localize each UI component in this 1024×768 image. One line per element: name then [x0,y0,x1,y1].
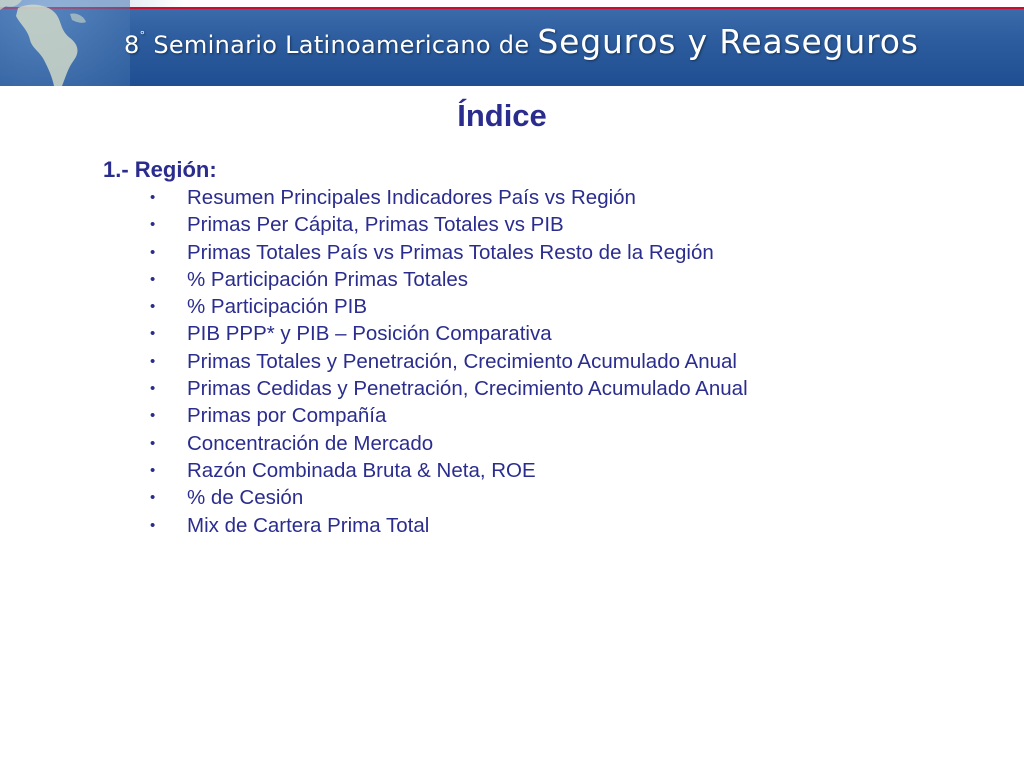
bullet-icon: • [150,434,156,452]
bullet-icon: • [150,243,156,261]
list-item-label: Resumen Principales Indicadores País vs Región [187,186,636,209]
list-item-label: Primas por Compañía [187,404,387,428]
header-banner [0,0,1024,86]
banner-title [124,16,1004,65]
list-item-label: % Participación PIB [187,295,368,319]
list-item-label: % de Cesión [187,486,304,510]
banner-accent-line [0,7,1024,9]
list-item-label: Razón Combinada Bruta & Neta, ROE [187,458,536,482]
bullet-icon: • [150,298,156,316]
page-title: Índice [457,98,547,133]
list-item-label: Primas Totales y Penetración, Crecimiento Acumulado Anual [187,349,737,373]
list-item-label: Mix de Cartera Prima Total [187,513,430,537]
globe-americas-icon [0,0,130,86]
list-item-label: Primas Per Cápita, Primas Totales vs PIB [187,213,564,237]
bullet-icon: • [150,461,156,479]
bullet-icon: • [150,325,156,343]
banner-top-stripe [0,0,1024,7]
section-heading: 1.- Región: [103,157,217,182]
list-item-label: % Participación Primas Totales [187,267,469,291]
banner-title-part2: Seguros y Reaseguros [537,22,919,61]
bullet-icon: • [150,489,156,507]
bullet-icon: • [150,516,156,534]
bullet-icon: • [150,189,156,206]
banner-ordinal-mark: ° [139,29,146,42]
banner-number: 8 [124,31,140,59]
list-item-label: PIB PPP* y PIB – Posición Comparativa [187,322,552,346]
list-item-label: Concentración de Mercado [187,431,434,455]
list-item-label: Primas Totales País vs Primas Totales Resto de la Región [187,240,714,264]
bullet-icon: • [150,216,156,234]
bullet-icon: • [150,270,156,288]
bullet-icon: • [150,407,156,425]
banner-title-part1: Seminario Latinoamericano de [153,31,530,59]
bullet-icon: • [150,352,156,370]
list-item-label: Primas Cedidas y Penetración, Crecimiento Acumulado Anual [187,377,748,401]
bullet-icon: • [150,380,156,398]
